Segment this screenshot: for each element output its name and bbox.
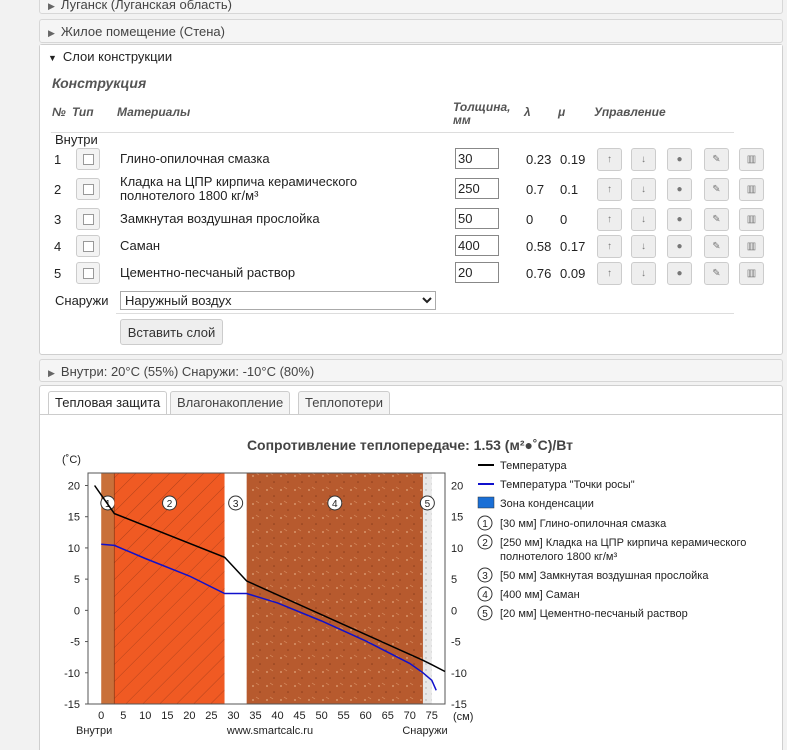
layer-row [40,176,784,202]
x-tick-label: 65 [381,710,394,722]
tab-thermal-protection[interactable]: Тепловая защита [48,391,167,415]
layer-row [40,206,784,232]
layer-number-label: 3 [232,499,239,510]
x-tick-label: 20 [183,710,196,722]
layer-type-checkbox[interactable] [76,235,100,257]
y-tick-label: 0 [73,605,80,618]
pencil-button[interactable] [704,178,729,201]
layer-lambda: 0.23 [526,152,552,167]
layer-number: 5 [54,266,62,281]
circle-icon: ● [676,154,683,165]
layer-lambda: 0 [526,212,534,227]
arrow-down-button[interactable] [631,148,656,171]
pencil-button[interactable] [704,208,729,231]
results-panel [39,385,783,750]
layer-row [40,233,784,259]
outside-label: Снаружи [55,293,109,308]
pencil-icon: ✎ [712,184,721,195]
arrow-up-button[interactable] [597,208,622,231]
y-tick-label-right: -5 [451,636,461,649]
trash-icon: ▥ [746,241,757,252]
pencil-icon: ✎ [712,268,721,279]
layer-type-checkbox[interactable] [76,148,100,170]
arrow-up-button[interactable] [597,148,622,171]
legend-number: 5 [482,609,488,620]
x-tick-label: 60 [359,710,372,722]
tab-heat-loss[interactable]: Теплопотери [298,391,390,415]
header-thickness: Толщина, мм [453,100,511,127]
layer-lambda: 0.76 [526,266,552,281]
layer-thickness-input[interactable] [455,262,499,283]
section-layers[interactable]: ▼ Слои конструкции [40,45,782,69]
layer-number-label: 1 [105,499,111,510]
pencil-icon: ✎ [712,214,721,225]
layer-lambda: 0.7 [526,182,545,197]
layers-panel [39,44,783,355]
arrow-up-icon: ↑ [607,154,612,165]
layer-mu: 0.19 [560,152,586,167]
y-tick-label-right: 0 [451,605,458,618]
circle-icon: ● [676,268,683,279]
header-lambda: λ [524,105,531,119]
legend-label: [20 мм] Цементно-песчаный раствор [500,608,688,620]
chevron-right-icon: ▶ [48,368,55,378]
layer-number: 3 [54,212,62,227]
arrow-down-button[interactable] [631,178,656,201]
circle-button[interactable] [667,262,692,285]
circle-icon: ● [676,241,683,252]
x-left-label: Внутри [76,725,113,737]
layer-material: Глино-опилочная смазка [120,151,270,166]
legend-number: 4 [482,590,488,601]
arrow-down-icon: ↓ [641,154,646,165]
header-mu: μ [558,105,566,119]
pencil-button[interactable] [704,148,729,171]
x-tick-label: 15 [161,710,174,722]
x-tick-label: 30 [227,710,240,722]
header-materials: Материалы [117,105,191,119]
x-unit-label: (см) [453,711,474,723]
arrow-down-button[interactable] [631,235,656,258]
x-tick-label: 50 [315,710,328,722]
x-tick-label: 0 [98,710,105,722]
header-num: № [52,105,66,119]
header-type: Тип [72,105,94,119]
y-tick-label: 5 [73,574,80,587]
layer-thickness-input[interactable] [455,178,499,199]
chevron-right-icon: ▶ [48,1,55,11]
x-center-label: www.smartcalc.ru [226,725,314,737]
legend-number: 2 [482,538,488,549]
trash-button[interactable] [739,208,764,231]
layer-thickness-input[interactable] [455,235,499,256]
x-tick-label: 75 [425,710,438,722]
legend-number: 3 [482,571,488,582]
arrow-up-icon: ↑ [607,184,612,195]
layer-number-label: 2 [166,499,173,510]
y-tick-label: -10 [64,667,80,680]
circle-icon: ● [676,214,683,225]
layer-row [40,146,784,172]
layer-lambda: 0.58 [526,239,552,254]
legend-label: Температура "Точки росы" [500,479,635,491]
trash-icon: ▥ [746,184,757,195]
legend-label: [30 мм] Глино-опилочная смазка [500,518,667,530]
x-tick-label: 45 [293,710,306,722]
x-tick-label: 10 [139,710,152,722]
section-room[interactable]: ▶ Жилое помещение (Стена) [39,19,783,43]
x-tick-label: 5 [120,710,127,722]
layer-number-label: 5 [424,499,431,510]
chevron-down-icon: ▼ [48,53,57,63]
pencil-button[interactable] [704,262,729,285]
layer-mu: 0.09 [560,266,586,281]
arrow-up-icon: ↑ [607,214,612,225]
arrow-up-button[interactable] [597,178,622,201]
trash-button[interactable] [739,235,764,258]
y-tick-label-right: 15 [451,511,464,524]
legend-label-cont: полнотелого 1800 кг/м³ [500,551,618,563]
arrow-down-button[interactable] [631,208,656,231]
layer-number: 1 [54,152,62,167]
arrow-up-icon: ↑ [607,268,612,279]
layer-thickness-input[interactable] [455,208,499,229]
y-tick-label: -5 [70,636,80,649]
trash-button[interactable] [739,262,764,285]
y-tick-label-right: 5 [451,574,458,587]
layer-number: 2 [54,182,62,197]
trash-button[interactable] [739,148,764,171]
y-tick-label: -15 [64,699,80,711]
y-tick-label: 15 [67,511,80,524]
y-tick-label-right: 10 [451,542,464,555]
chart-title: Сопротивление теплопередаче: 1.53 (м²●˚С)/Вт [246,437,574,453]
layer-material: Замкнутая воздушная прослойка [120,211,320,226]
trash-button[interactable] [739,178,764,201]
pencil-icon: ✎ [712,241,721,252]
legend-number: 1 [482,519,488,530]
trash-icon: ▥ [746,214,757,225]
y-tick-label: 10 [67,542,80,555]
header-divider [51,132,734,133]
layer-mu: 0.1 [560,182,579,197]
legend-label: Зона конденсации [500,498,594,510]
arrow-down-button[interactable] [631,262,656,285]
layer-row [40,260,784,286]
legend-label: [250 мм] Кладка на ЦПР кирпича керамического [500,537,747,549]
arrow-down-icon: ↓ [641,268,646,279]
x-tick-label: 40 [271,710,284,722]
y-tick-label-right: -15 [451,699,467,711]
layer-type-checkbox[interactable] [76,178,100,200]
section-city[interactable]: ▶ Луганск (Луганская область) [39,0,783,14]
layer-material: Саман [120,238,161,253]
layer-mu: 0 [560,212,568,227]
tab-divider [40,414,782,415]
layer-material: Кладка на ЦПР кирпича керамического полнотелого 1800 кг/м³ [120,174,358,203]
y-axis-label: (˚С) [62,454,81,466]
y-tick-label: 20 [67,480,80,493]
circle-icon: ● [676,184,683,195]
layer-thickness-input[interactable] [455,148,499,169]
arrow-up-icon: ↑ [607,241,612,252]
x-right-label: Снаружи [402,725,448,737]
header-control: Управление [594,105,666,119]
layer-type-checkbox[interactable] [76,262,100,284]
circle-button[interactable] [667,208,692,231]
x-tick-label: 55 [337,710,350,722]
trash-icon: ▥ [746,268,757,279]
section-climate[interactable]: ▶ Внутри: 20°С (55%) Снаружи: -10°С (80%) [39,359,783,382]
arrow-up-button[interactable] [597,262,622,285]
layer-mu: 0.17 [560,239,586,254]
thermal-chart [40,416,782,750]
circle-button[interactable] [667,178,692,201]
pencil-icon: ✎ [712,154,721,165]
divider [116,313,734,314]
arrow-down-icon: ↓ [641,214,646,225]
x-tick-label: 70 [403,710,416,722]
legend-label: [400 мм] Саман [500,589,580,601]
outside-select[interactable] [120,291,436,310]
trash-icon: ▥ [746,154,757,165]
x-tick-label: 25 [205,710,218,722]
layer-type-checkbox[interactable] [76,208,100,230]
legend-label: Температура [500,460,567,472]
arrow-up-button[interactable] [597,235,622,258]
y-tick-label-right: 20 [451,480,464,493]
x-tick-label: 35 [249,710,262,722]
y-tick-label-right: -10 [451,667,467,680]
layer-material: Цементно-песчаный раствор [120,265,296,280]
arrow-down-icon: ↓ [641,241,646,252]
pencil-button[interactable] [704,235,729,258]
insert-layer-button[interactable]: Вставить слой [120,319,223,345]
legend-label: [50 мм] Замкнутая воздушная прослойка [500,570,709,582]
layer-number-label: 4 [332,499,338,510]
chevron-right-icon: ▶ [48,28,55,38]
layer-number: 4 [54,239,62,254]
inside-label: Внутри [55,132,98,147]
arrow-down-icon: ↓ [641,184,646,195]
circle-button[interactable] [667,148,692,171]
construction-title: Конструкция [52,75,147,91]
circle-button[interactable] [667,235,692,258]
tab-moisture[interactable]: Влагонакопление [170,391,290,415]
legend-box [478,497,494,508]
